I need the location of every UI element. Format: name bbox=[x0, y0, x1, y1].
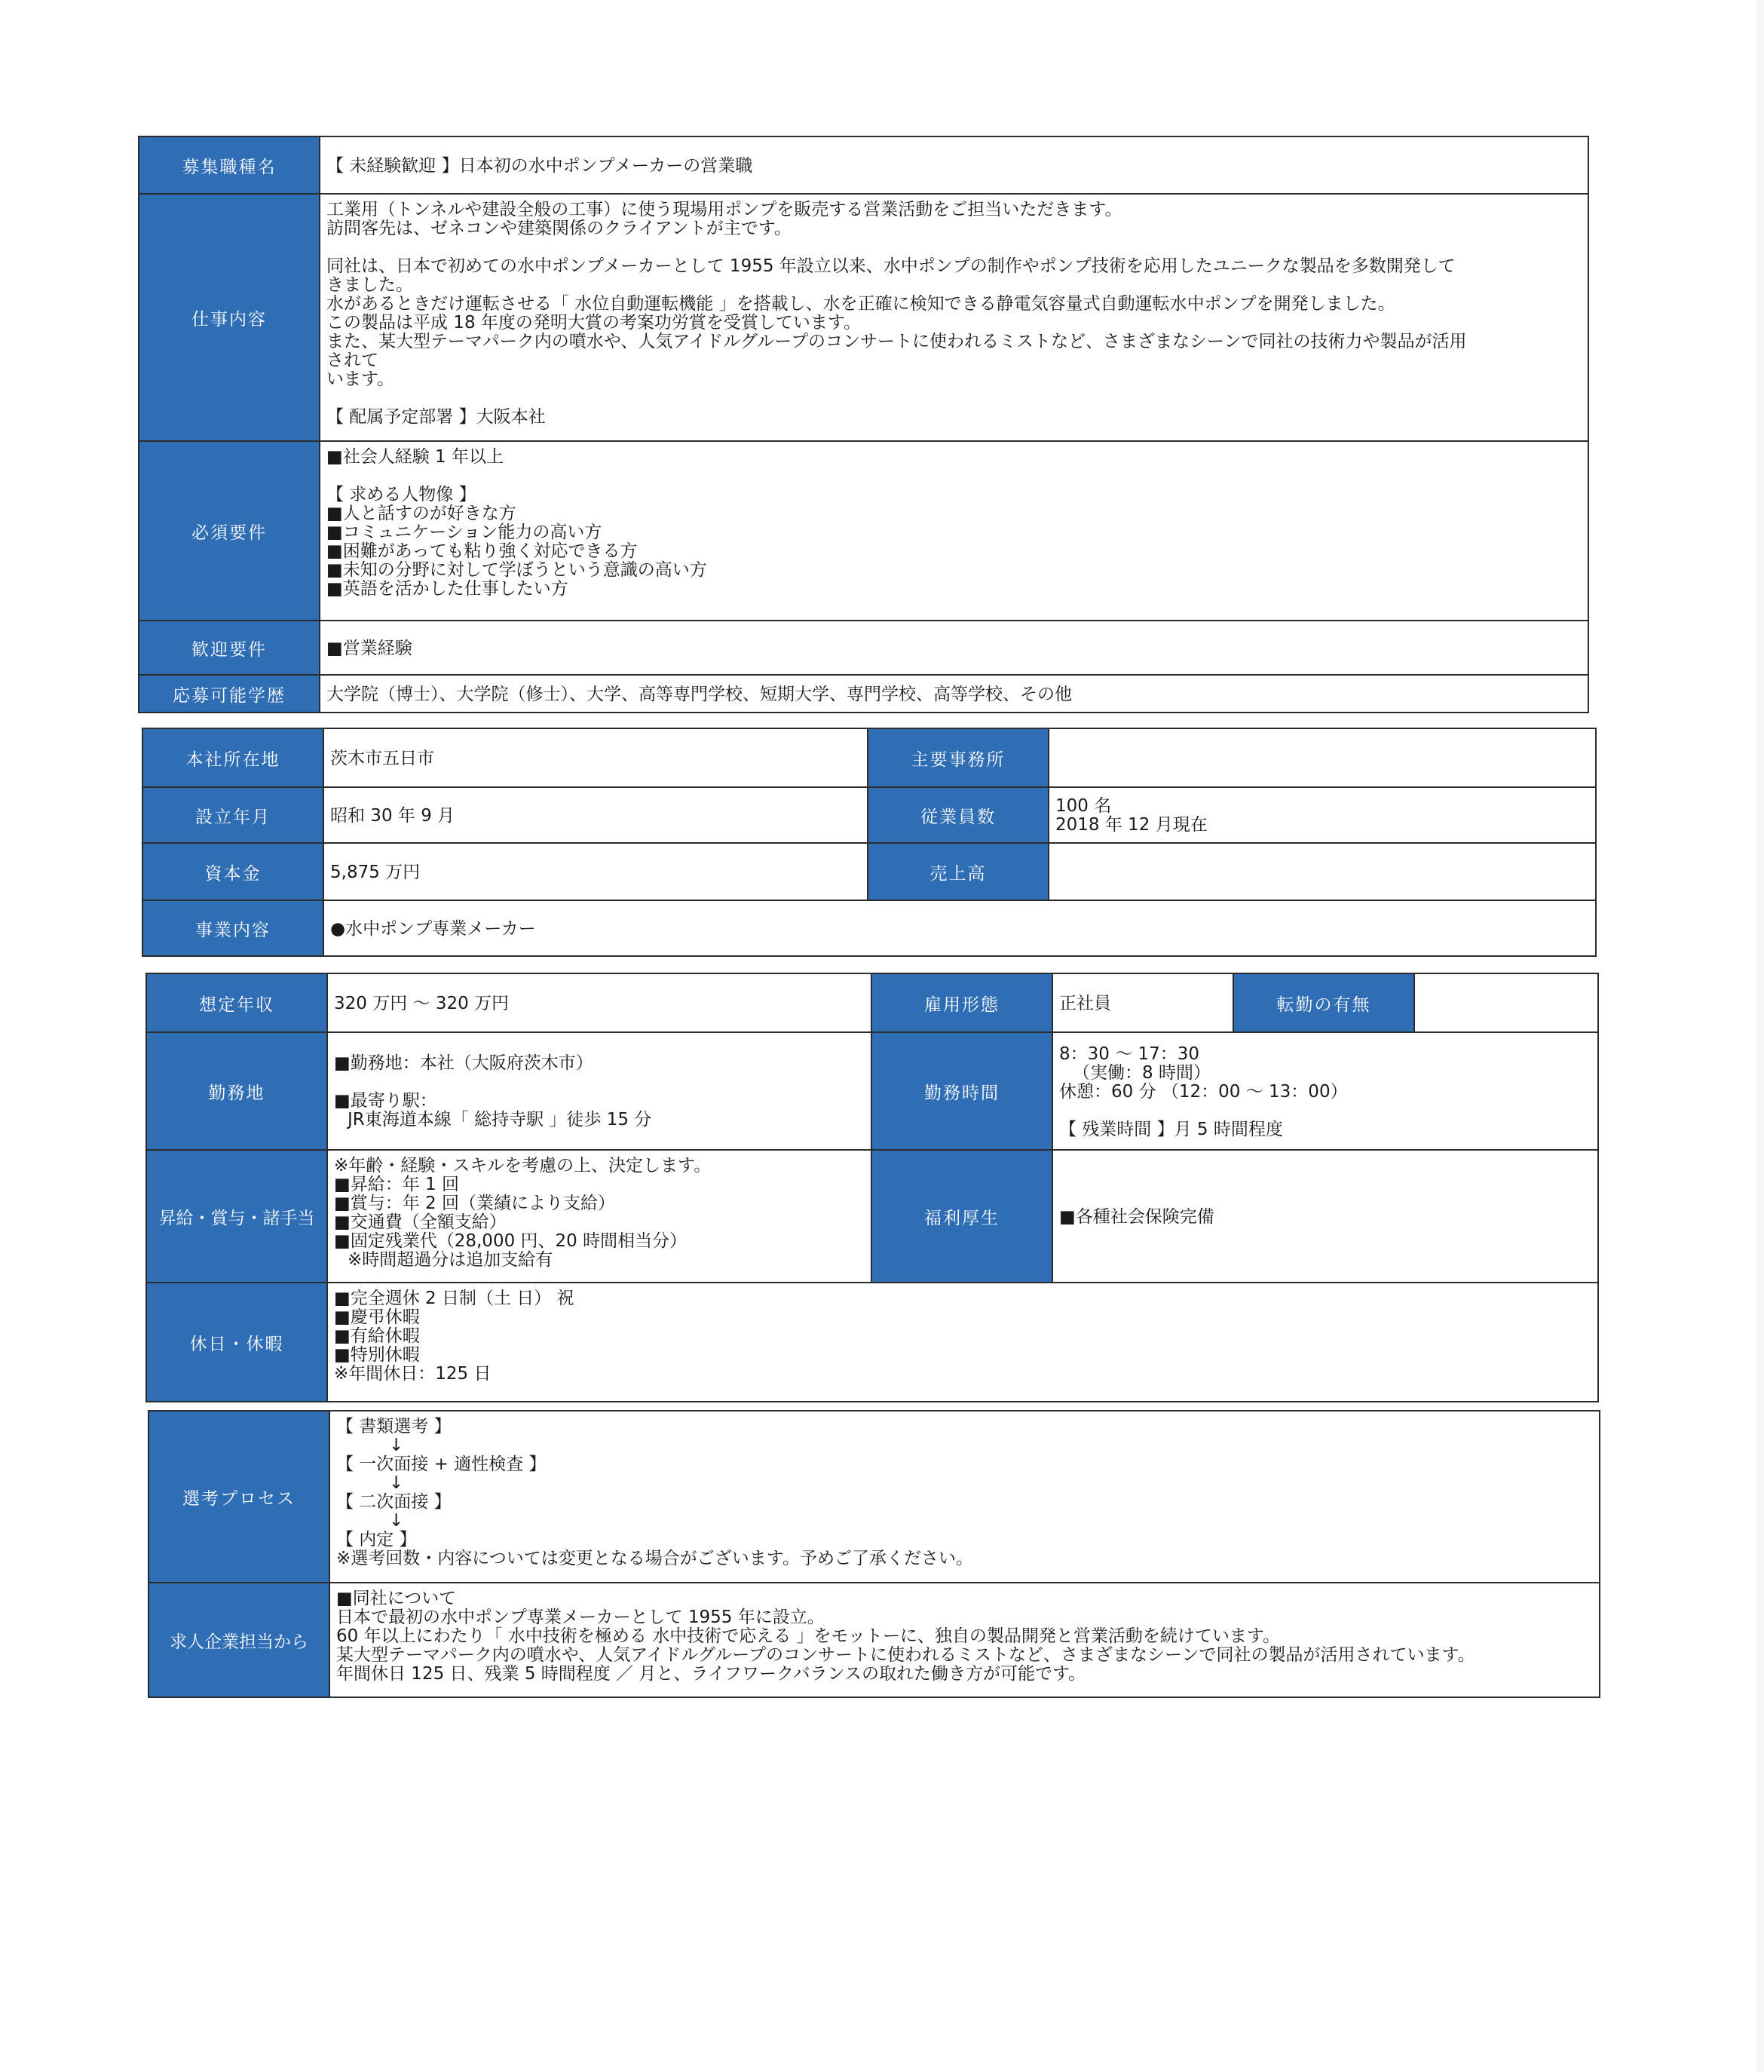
message-line: 某大型テーマパーク内の噴水や、人気アイドルグループのコンサートに使われるミストなど、さまざまなシーンで同社の製品が活用されています。 bbox=[336, 1645, 1475, 1665]
conditions-section bbox=[145, 973, 1599, 1402]
required-line: ■人と話すのが好きな方 bbox=[326, 504, 516, 523]
work-line: 水があるときだけ運転させる「 水位自動運転機能 」を搭載し、水を正確に検知できる静電気容量式自動運転水中ポンプを開発しました。 bbox=[326, 294, 1395, 314]
process-line: ※選考回数・内容については変更となる場合がございます。予めご了承ください。 bbox=[336, 1549, 973, 1568]
row-capital bbox=[142, 843, 1596, 900]
label-education: 応募可能学歴 bbox=[139, 675, 320, 713]
row-education bbox=[139, 675, 1588, 713]
raise-line: ■固定残業代（28,000 円、20 時間相当分） bbox=[334, 1231, 688, 1251]
label-raise: 昇給・賞与・諸手当 bbox=[146, 1150, 327, 1283]
welcome-value: ■営業経験 bbox=[320, 621, 1588, 675]
hours-line: 【 残業時間 】月 5 時間程度 bbox=[1059, 1119, 1283, 1139]
label-holidays: 休日・休暇 bbox=[146, 1283, 327, 1402]
process-line: 【 内定 】 bbox=[336, 1530, 417, 1549]
label-capital: 資本金 bbox=[142, 843, 323, 900]
job-title-value: 【 未経験歓迎 】日本初の水中ポンプメーカーの営業職 bbox=[320, 136, 1588, 194]
label-hq: 本社所在地 bbox=[142, 728, 323, 787]
required-line: ■社会人経験 1 年以上 bbox=[326, 447, 504, 467]
label-job-title: 募集職種名 bbox=[139, 136, 320, 194]
work-line: されて bbox=[326, 351, 378, 370]
location-line: ■勤務地：本社（大阪府茨木市） bbox=[334, 1053, 593, 1073]
work-line: この製品は平成 18 年度の発明大賞の考案功労賞を受賞しています。 bbox=[326, 313, 862, 333]
row-business bbox=[142, 900, 1596, 956]
business-value: ●水中ポンプ専業メーカー bbox=[323, 900, 1596, 956]
label-employees: 従業員数 bbox=[868, 787, 1049, 843]
transfer-value bbox=[1414, 973, 1598, 1032]
process-line: 【 一次面接 + 適性検査 】 bbox=[336, 1454, 547, 1474]
work-line: 【 配属予定部署 】大阪本社 bbox=[326, 407, 546, 427]
row-job-title bbox=[139, 136, 1588, 194]
work-line: 訪問客先は、ゼネコンや建築関係のクライアントが主です。 bbox=[326, 219, 792, 238]
welfare-value: ■各種社会保険完備 bbox=[1052, 1150, 1598, 1283]
employees-value bbox=[1049, 787, 1596, 843]
label-business: 事業内容 bbox=[142, 900, 323, 956]
location-value bbox=[327, 1032, 871, 1150]
label-employment: 雇用形態 bbox=[871, 973, 1052, 1032]
hq-value: 茨木市五日市 bbox=[323, 728, 868, 787]
employment-value: 正社員 bbox=[1052, 973, 1233, 1032]
required-line: ■未知の分野に対して学ぼうという意識の高い方 bbox=[326, 560, 707, 580]
company-section bbox=[142, 728, 1597, 957]
message-value bbox=[329, 1583, 1600, 1697]
holidays-value bbox=[327, 1283, 1598, 1402]
row-raise bbox=[146, 1150, 1598, 1283]
required-line: ■コミュニケーション能力の高い方 bbox=[326, 523, 602, 542]
work-value bbox=[320, 194, 1588, 441]
holidays-line: ■慶弔休暇 bbox=[334, 1307, 420, 1327]
salary-value: 320 万円 ～ 320 万円 bbox=[327, 973, 871, 1032]
row-founded bbox=[142, 787, 1596, 843]
raise-line: ※年齢・経験・スキルを考慮の上、決定します。 bbox=[334, 1156, 712, 1175]
row-work bbox=[139, 194, 1588, 441]
row-hq bbox=[142, 728, 1596, 787]
employees-line: 100 名 bbox=[1055, 796, 1112, 816]
label-location: 勤務地 bbox=[146, 1032, 327, 1150]
raise-line: ■昇給：年 1 回 bbox=[334, 1175, 459, 1194]
job-section bbox=[138, 136, 1589, 713]
required-line: ■困難があっても粘り強く対応できる方 bbox=[326, 541, 638, 561]
row-message bbox=[149, 1583, 1600, 1697]
label-sales: 売上高 bbox=[868, 843, 1049, 900]
holidays-line: ■特別休暇 bbox=[334, 1345, 420, 1365]
holidays-line: ■有給休暇 bbox=[334, 1326, 420, 1346]
required-value bbox=[320, 441, 1588, 621]
employees-line: 2018 年 12 月現在 bbox=[1055, 815, 1208, 835]
page-edge bbox=[1756, 0, 1764, 2072]
message-line: 60 年以上にわたり「 水中技術を極める 水中技術で応える 」をモットーに、独自の製品開発と営業活動を続けています。 bbox=[336, 1626, 1280, 1646]
row-process bbox=[149, 1411, 1600, 1583]
label-hours: 勤務時間 bbox=[871, 1032, 1052, 1150]
work-line: 同社は、日本で初めての水中ポンプメーカーとして 1955 年設立以来、水中ポンプの制作やポンプ技術を応用したユニークな製品を多数開発して bbox=[326, 256, 1456, 276]
label-welfare: 福利厚生 bbox=[871, 1150, 1052, 1283]
process-arrow: ↓ bbox=[389, 1436, 404, 1455]
message-line: 日本で最初の水中ポンプ専業メーカーとして 1955 年に設立。 bbox=[336, 1608, 825, 1627]
holidays-line: ※年間休日：125 日 bbox=[334, 1364, 492, 1384]
label-founded: 設立年月 bbox=[142, 787, 323, 843]
row-holidays bbox=[146, 1283, 1598, 1402]
label-welcome: 歓迎要件 bbox=[139, 621, 320, 675]
label-message: 求人企業担当から bbox=[149, 1583, 329, 1697]
capital-value: 5,875 万円 bbox=[323, 843, 868, 900]
hours-line: （実働：8 時間） bbox=[1073, 1062, 1211, 1083]
main-office-value bbox=[1049, 728, 1596, 787]
message-line: 年間休日 125 日、残業 5 時間程度 ／ 月と、ライフワークバランスの取れた働き方が可能です。 bbox=[336, 1664, 1086, 1684]
message-line: ■同社について bbox=[336, 1589, 457, 1608]
work-line: います。 bbox=[326, 369, 395, 389]
process-line: 【 書類選考 】 bbox=[336, 1417, 452, 1436]
holidays-line: ■完全週休 2 日制（土 日） 祝 bbox=[334, 1289, 574, 1308]
work-line: 工業用（トンネルや建設全般の工事）に使う現場用ポンプを販売する営業活動をご担当いただきます。 bbox=[326, 200, 1122, 219]
process-line: 【 二次面接 】 bbox=[336, 1492, 452, 1512]
raise-value bbox=[327, 1150, 871, 1283]
label-process: 選考プロセス bbox=[149, 1411, 329, 1583]
selection-section bbox=[148, 1410, 1600, 1698]
founded-value: 昭和 30 年 9 月 bbox=[323, 787, 868, 843]
label-work: 仕事内容 bbox=[139, 194, 320, 441]
hours-value bbox=[1052, 1032, 1598, 1150]
work-line: また、某大型テーマパーク内の噴水や、人気アイドルグループのコンサートに使われるミストなど、さまざまなシーンで同社の技術力や製品が活用 bbox=[326, 332, 1467, 351]
row-location bbox=[146, 1032, 1598, 1150]
raise-line: ■賞与：年 2 回（業績により支給） bbox=[334, 1194, 615, 1213]
required-line: 【 求める人物像 】 bbox=[326, 485, 476, 504]
location-line: ■最寄り駅： bbox=[334, 1091, 437, 1111]
raise-line: ※時間超過分は追加支給有 bbox=[348, 1250, 553, 1270]
process-value bbox=[329, 1411, 1600, 1583]
label-main-office: 主要事務所 bbox=[868, 728, 1049, 787]
label-salary: 想定年収 bbox=[146, 973, 327, 1032]
raise-line: ■交通費（全額支給） bbox=[334, 1212, 507, 1232]
label-required: 必須要件 bbox=[139, 441, 320, 621]
hours-line: 休憩：60 分 （12：00 ～ 13：00） bbox=[1059, 1081, 1348, 1102]
required-line: ■英語を活かした仕事したい方 bbox=[326, 579, 568, 599]
hours-line: 8：30 ～ 17：30 bbox=[1059, 1044, 1200, 1064]
work-line: きました。 bbox=[326, 275, 413, 295]
row-welcome bbox=[139, 621, 1588, 675]
process-arrow: ↓ bbox=[389, 1511, 404, 1531]
education-value: 大学院（博士）、大学院（修士）、大学、高等専門学校、短期大学、専門学校、高等学校、その他 bbox=[320, 675, 1588, 713]
process-arrow: ↓ bbox=[389, 1473, 404, 1493]
label-transfer: 転勤の有無 bbox=[1233, 973, 1414, 1032]
sales-value bbox=[1049, 843, 1596, 900]
location-line: JR東海道本線「 総持寺駅 」徒歩 15 分 bbox=[348, 1110, 652, 1129]
row-salary bbox=[146, 973, 1598, 1032]
row-required bbox=[139, 441, 1588, 621]
